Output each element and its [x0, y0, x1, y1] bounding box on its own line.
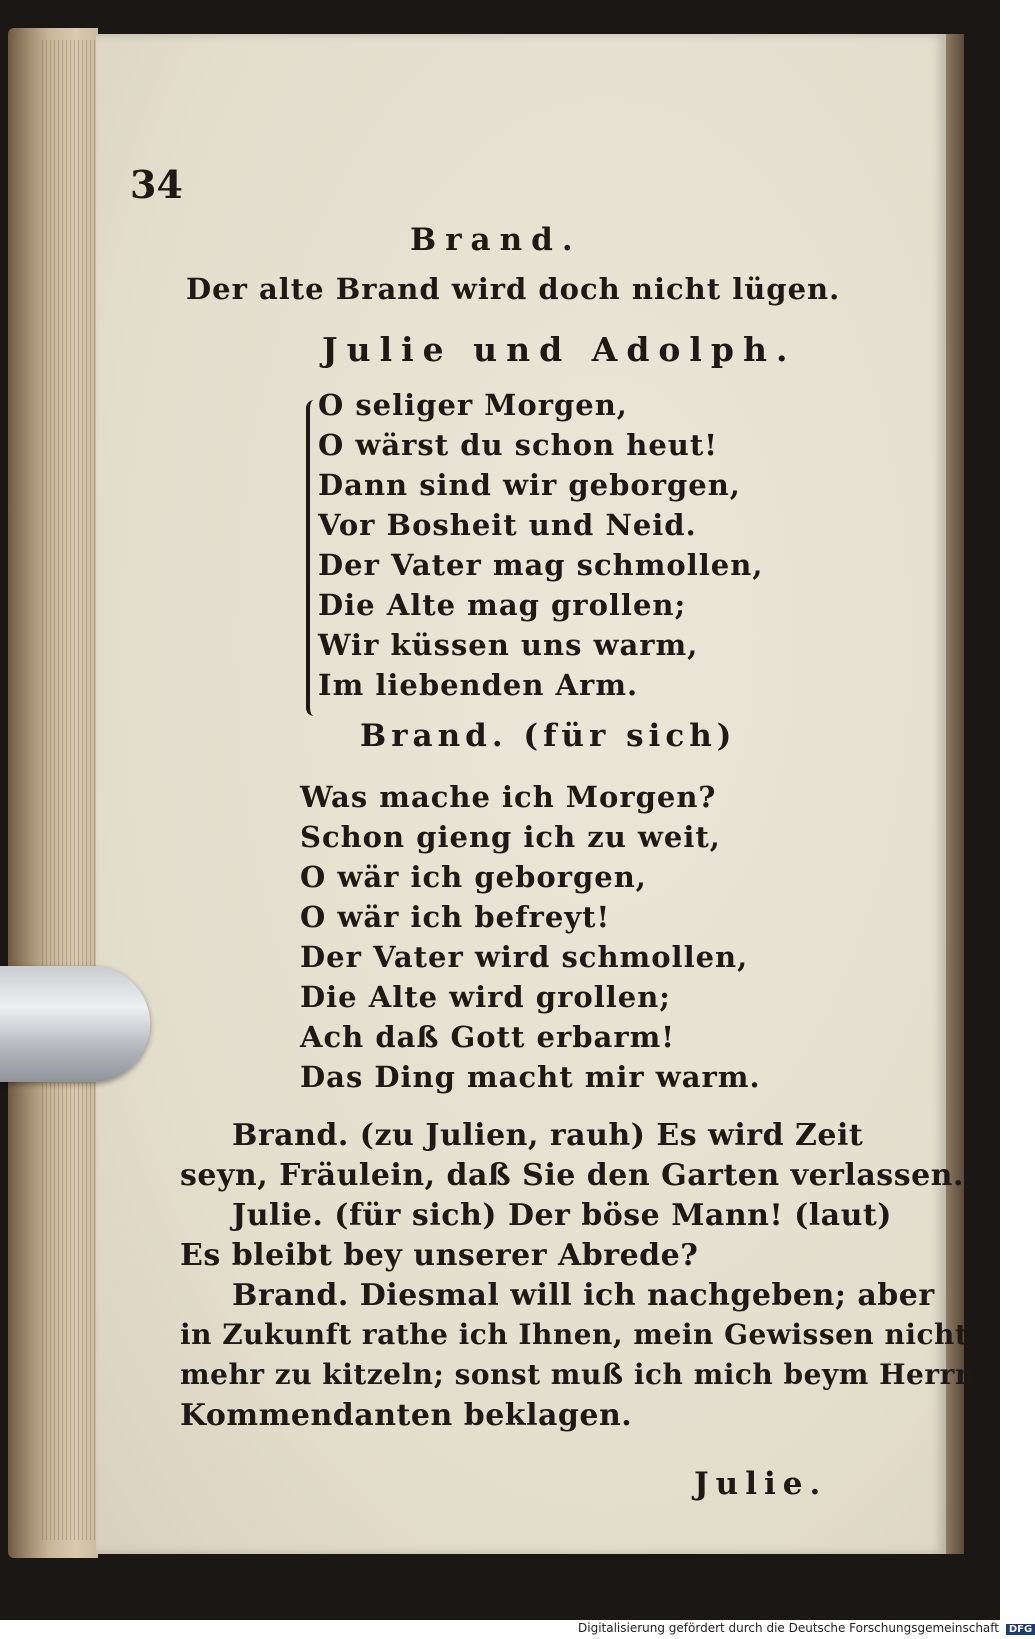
song-line: Ach daß Gott erbarm! — [300, 1020, 676, 1054]
dfg-logo: DFG — [1006, 1624, 1035, 1635]
song-line: Die Alte mag grollen; — [318, 588, 687, 622]
song-line: Das Ding macht mir warm. — [300, 1060, 761, 1094]
prose-line: in Zukunft rathe ich Ihnen, mein Gewissen nicht — [180, 1318, 969, 1351]
song-line: Dann sind wir geborgen, — [318, 468, 741, 502]
prose-line: Kommendanten beklagen. — [180, 1398, 633, 1433]
footer-text: Digitalisierung gefördert durch die Deutsche Forschungsgemeinschaft — [578, 1621, 1000, 1635]
song-line: Die Alte wird grollen; — [300, 980, 671, 1014]
song-line: O wärst du schon heut! — [318, 428, 719, 462]
spoken-line: Der alte Brand wird doch nicht lügen. — [186, 272, 841, 306]
song-line: Wir küssen uns warm, — [318, 628, 699, 662]
prose-line: Brand. Diesmal will ich nachgeben; aber — [232, 1278, 935, 1313]
song-line: Was mache ich Morgen? — [300, 780, 717, 814]
song-line: O wär ich geborgen, — [300, 860, 647, 894]
prose-line: Es bleibt bey unserer Abrede? — [180, 1238, 699, 1273]
song-line: Im liebenden Arm. — [318, 668, 639, 702]
prose-line: mehr zu kitzeln; sonst muß ich mich beym Herrn — [180, 1358, 976, 1391]
song-line: Schon gieng ich zu weit, — [300, 820, 721, 854]
song-line: Der Vater mag schmollen, — [318, 548, 764, 582]
page-number: 34 — [130, 162, 183, 207]
page-clip — [0, 966, 150, 1082]
song-line: O wär ich befreyt! — [300, 900, 611, 934]
prose-line: Julie. (für sich) Der böse Mann! (laut) — [232, 1198, 892, 1233]
prose-line: Brand. (zu Julien, rauh) Es wird Zeit — [232, 1118, 864, 1153]
speaker-heading-julie-adolph: Julie und Adolph. — [322, 330, 797, 369]
song-line: Der Vater wird schmollen, — [300, 940, 749, 974]
catchword: Julie. — [694, 1466, 828, 1502]
prose-line: seyn, Fräulein, daß Sie den Garten verlassen. — [180, 1158, 964, 1193]
footer-credit — [578, 1621, 1035, 1635]
speaker-heading-brand-aside: Brand. (für sich) — [360, 718, 737, 754]
song-line: Vor Bosheit und Neid. — [318, 508, 697, 542]
speaker-heading-brand: Brand. — [410, 222, 582, 258]
page-edge-lines — [42, 40, 96, 1540]
song-line: O seliger Morgen, — [318, 388, 628, 422]
